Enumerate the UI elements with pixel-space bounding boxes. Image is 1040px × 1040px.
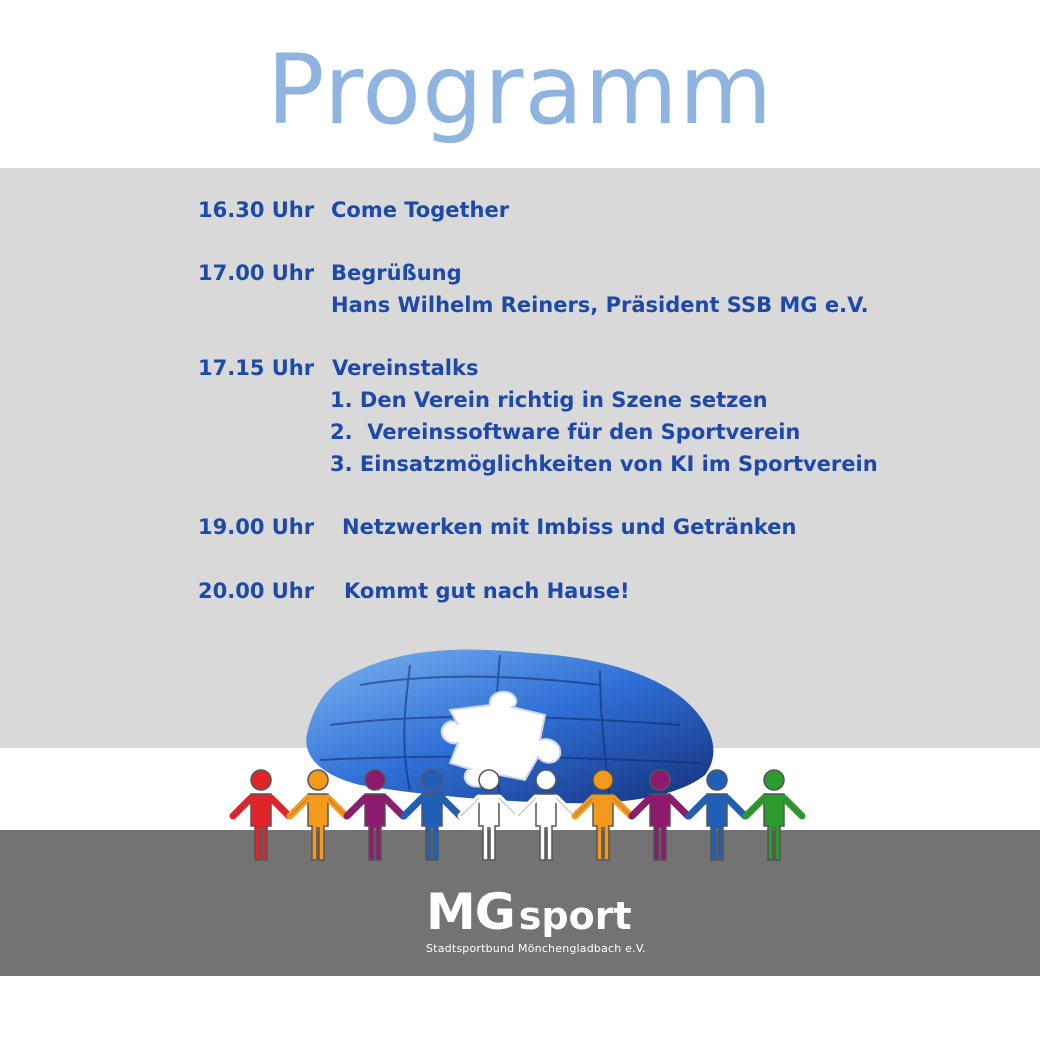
person-figure: [746, 770, 802, 860]
person-figure: [404, 770, 460, 860]
person-figure: [461, 770, 517, 860]
schedule-time: 17.15 Uhr: [198, 356, 315, 380]
schedule-time: 20.00 Uhr: [198, 579, 315, 603]
schedule-item: Begrüßung: [331, 261, 462, 285]
schedule-item: Netzwerken mit Imbiss und Getränken: [342, 515, 797, 539]
person-figure: [575, 770, 631, 860]
logo-mark: [426, 884, 646, 944]
schedule-item: 2. Vereinssoftware für den Sportverein: [330, 420, 801, 444]
schedule-item: Vereinstalks: [332, 356, 479, 380]
schedule-item: 3. Einsatzmöglichkeiten von KI im Sportverein: [330, 452, 878, 476]
logo-mg: MG: [426, 883, 515, 941]
person-figure: [518, 770, 574, 860]
person-figure: [233, 770, 289, 860]
logo-subtitle: Stadtsportbund Mönchengladbach e.V.: [426, 942, 646, 955]
person-figure: [290, 770, 346, 860]
page-title: Programm: [266, 34, 774, 146]
mgsport-logo: [426, 884, 646, 956]
logo-sport: sport: [518, 894, 632, 938]
schedule-time: 19.00 Uhr: [198, 515, 315, 539]
person-figure: [347, 770, 403, 860]
schedule-time: 16.30 Uhr: [198, 198, 315, 222]
person-figure: [632, 770, 688, 860]
schedule-item: Kommt gut nach Hause!: [344, 579, 630, 603]
person-figure: [689, 770, 745, 860]
schedule-time: 17.00 Uhr: [198, 261, 315, 285]
schedule-item: 1. Den Verein richtig in Szene setzen: [330, 388, 768, 412]
schedule-item: Come Together: [331, 198, 510, 222]
people-holding-hands-icon: [225, 768, 815, 868]
schedule-item: Hans Wilhelm Reiners, Präsident SSB MG e.V.: [331, 293, 869, 317]
